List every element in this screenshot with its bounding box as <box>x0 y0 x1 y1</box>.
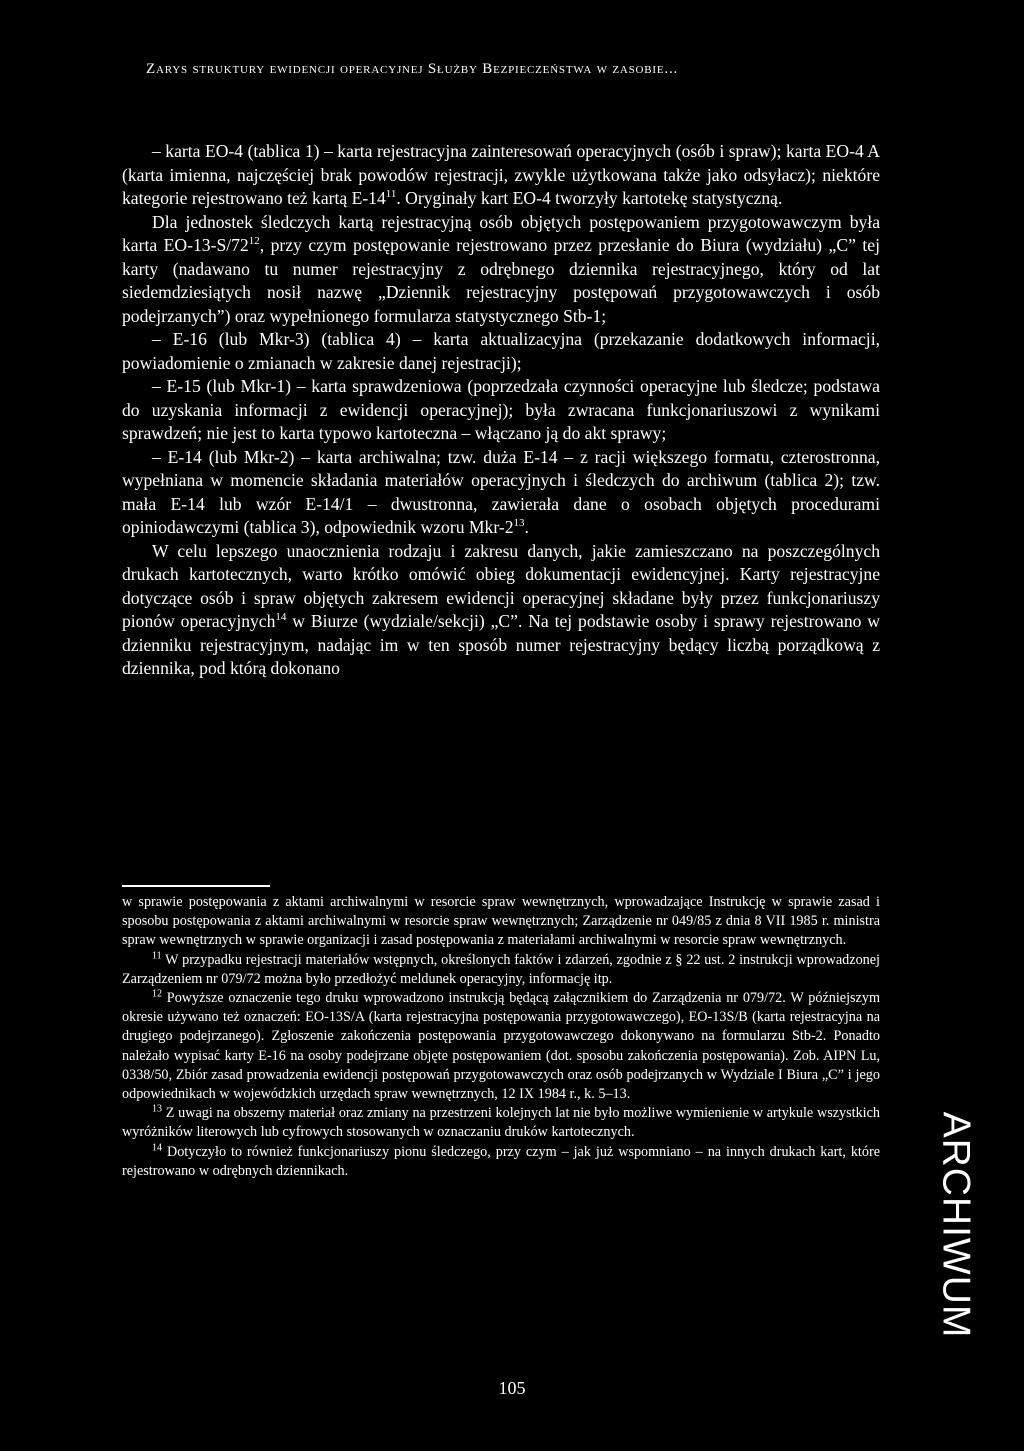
footnote-12: $^{12}$ Powyższe oznaczenie tego druku wprowadzono instrukcją będącą załącznikiem do Zarządzenia nr 079/72. W późniejszym okresie używano też oznaczeń: EO-13S/A (karta rejestracyjna postępowania przygotowawczego), EO-13S/B (karta rejestracyjna na drugiego podejrzanego). Zgłoszenie zakończenia postępowania przygotowawczego dokonywano na formularzu Stb-2. Ponadto należało wypisać karty E-16 na osoby podejrzane objęte postępowaniem (dot. sposobu zakończenia postępowania). Zob. AIPN Lu, 0338/50, Zbiór zasad prowadzenia ewidencji postępowań przygotowawczych oraz osób podejrzanych w Wydziale I Biura „C” i jego odpowiednikach w wojewódzkich urzędach spraw wewnętrznych, 12 IX 1984 r., k. 5–13. <box>122 988 880 1103</box>
archiwum-side-label <box>930 1111 980 1338</box>
paragraph-eo4: – karta EO-4 (tablica 1) – karta rejestracyjna zainteresowań operacyjnych (osób i spraw); karta EO-4 A (karta imienna, najczęściej brak powodów rejestracji, zwykle użytkowana także jako odsyłacz); niektóre kategorie rejestrowano też kartą $E-14^{11}$. Oryginały kart EO-4 tworzyły kartotekę statystyczną. <box>122 141 880 208</box>
footnote-13: $^{13}$ Z uwagi na obszerny materiał oraz zmiany na przestrzeni kolejnych lat nie było możliwe wymienienie w artykule wszystkich wyróżników literowych lub cyfrowych stosowanych w oznaczaniu druków kartotecznych. <box>122 1103 880 1141</box>
footnotes <box>122 893 880 1181</box>
paragraph-obieg: W celu lepszego unaocznienia rodzaju i zakresu danych, jakie zamieszczano na poszczególnych drukach kartotecznych, warto krótko omówić obieg dokumentacji ewidencyjnej. Karty rejestracyjne dotyczące osób i spraw objętych zakresem ewidencji operacyjnej składane były przez funkcjonariuszy pionów operacyjnych$^{14}$ w Biurze (wydziale/sekcji) „C”. Na tej podstawie osoby i sprawy rejestrowano w dzienniku rejestracyjnym, nadając im w ten sposób numer rejestracyjny będący liczbą porządkową z dziennika, pod którą dokonano <box>122 540 880 678</box>
paragraph-e14: – E-14 (lub Mkr-2) – karta archiwalna; tzw. duża E-14 – z racji większego formatu, czterostronna, wypełniana w momencie składania materiałów operacyjnych i śledczych do archiwum (tablica 2); tzw. mała E-14 lub wzór E-14/1 – dwustronna, zawierała dane o osobach objętych procedurami opiniodawczymi (tablica 3), odpowiednik wzoru Mkr-$2^{13}$. <box>122 446 880 537</box>
paragraph-eo13: Dla jednostek śledczych kartą rejestracyjną osób objętych postępowaniem przygotowawczym była karta $EO-13-S/72^{12}$, przy czym postępowanie rejestrowano przez przesłanie do Biura (wydziału) „C” tej karty (nadawano tu numer rejestracyjny z odrębnego dziennika rejestracyjnego, który od lat siedemdziesiątych nosił nazwę „Dziennik rejestracyjny postępowań przygotowawczych i osób podejrzanych”) oraz wypełnionego formularza statystycznego Stb-1; <box>122 211 881 326</box>
paragraph-e16: – E-16 (lub Mkr-3) (tablica 4) – karta aktualizacyjna (przekazanie dodatkowych informacji, powiadomienie o zmianach w zakresie danej rejestracji); <box>122 329 880 373</box>
main-text <box>122 140 880 681</box>
footnote-continuation: w sprawie postępowania z aktami archiwalnymi w resorcie spraw wewnętrznych, wprowadzające Instrukcję w sprawie zasad i sposobu postępowania z aktami archiwalnymi w resorcie spraw wewnętrznych; Zarządzenie nr 049/85 z dnia 8 VII 1985 r. ministra spraw wewnętrznych w sprawie organizacji i zasad postępowania z materiałami archiwalnymi w resorcie spraw wewnętrznych. <box>122 894 880 949</box>
running-header: Zarys struktury ewidencji operacyjnej Służby Bezpieczeństwa w zasobie... <box>146 61 679 77</box>
archiwum-side-label-text: ARCHIWUM <box>934 1111 977 1338</box>
footnote-14: $^{14}$ Dotyczyło to również funkcjonariuszy pionu śledczego, przy czym – jak już wspomniano – na innych drukach kart, które rejestrowano w odrębnych dziennikach. <box>122 1141 880 1179</box>
footnote-11: $^{11}$ W przypadku rejestracji materiałów wstępnych, określonych faktów i zdarzeń, zgodnie z § 22 ust. 2 instrukcji wprowadzonej Zarządzeniem nr 079/72 można było przedłożyć meldunek operacyjny, informację itp. <box>122 949 880 987</box>
footnote-ref-11: 11 <box>385 188 397 201</box>
footnote-divider <box>122 885 270 887</box>
paragraph-e15: – E-15 (lub Mkr-1) – karta sprawdzeniowa (poprzedzała czynności operacyjne lub śledcze; podstawa do uzyskania informacji z ewidencji operacyjnej); była zwracana funkcjonariuszowi z wynikami sprawdzeń; nie jest to karta typowo kartoteczna – włączano ją do akt sprawy; <box>122 376 880 443</box>
footnote-ref-12: 12 <box>248 235 260 248</box>
footnote-ref-14: 14 <box>275 611 287 624</box>
page-number: 105 <box>498 1378 526 1398</box>
footnote-ref-13: 13 <box>513 517 525 530</box>
